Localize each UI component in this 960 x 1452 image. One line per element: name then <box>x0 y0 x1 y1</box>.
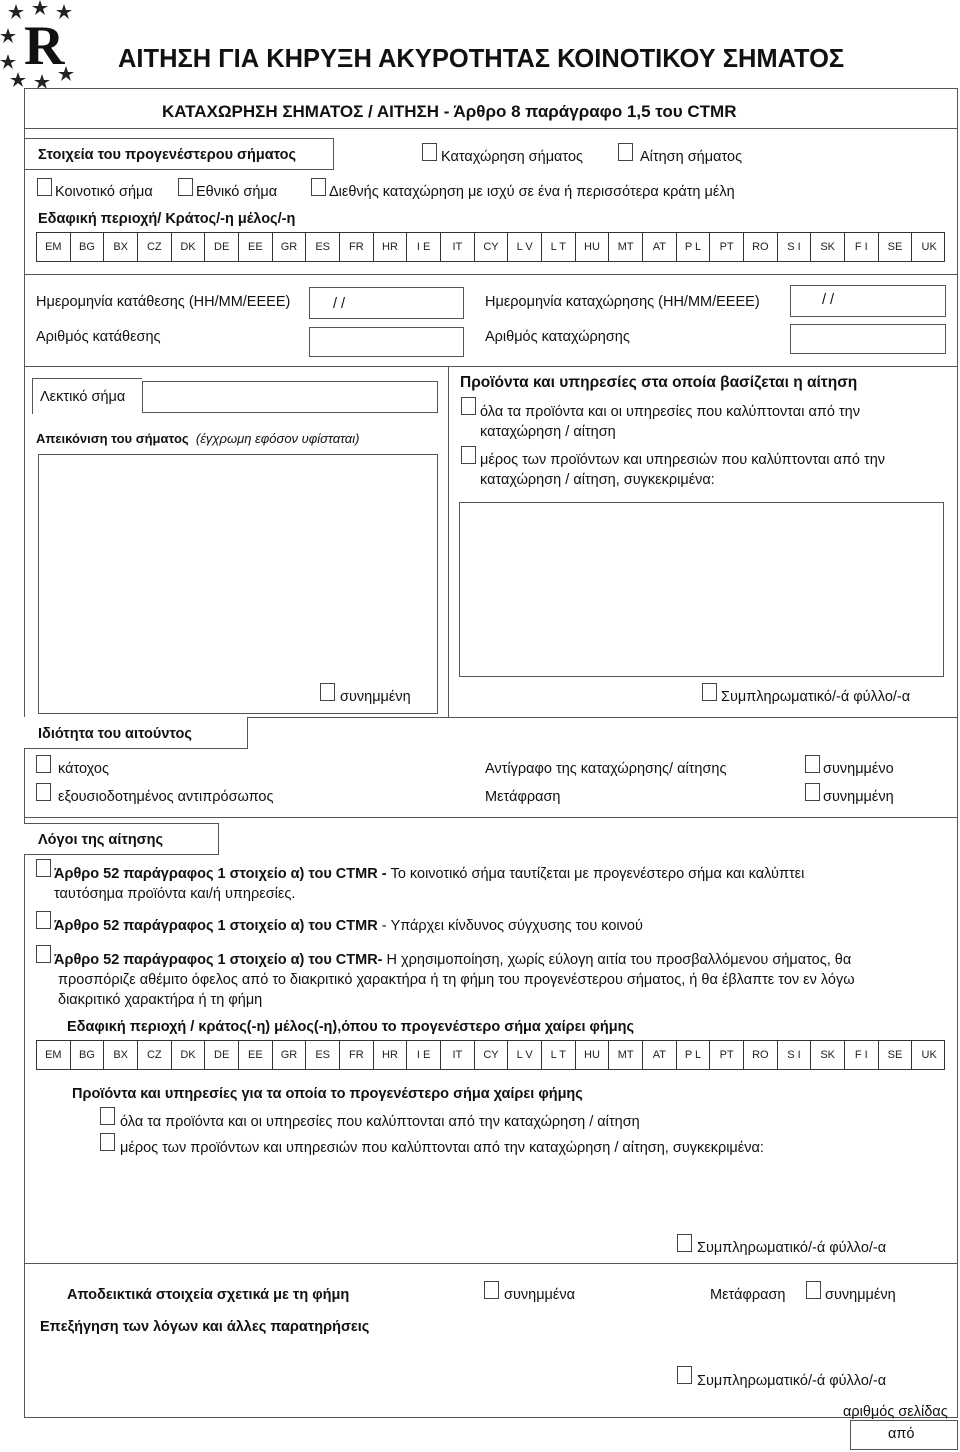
goods-heading: Προϊόντα και υπηρεσίες στα οποία βασίζεται η αίτηση <box>460 374 858 391</box>
registration-date-value: / / <box>822 292 835 308</box>
registration-number-field[interactable] <box>790 324 946 354</box>
country-row-1 <box>36 232 945 262</box>
country-cell-sk[interactable]: SK <box>811 233 845 261</box>
ground-3-label: Άρθρο 52 παράγραφος 1 στοιχείο α) του CTMR- Η χρησιμοποίηση, χωρίς εύλογη αιτία του προσβαλλόμενου σήματος, θα <box>54 952 852 968</box>
country-cell-sk[interactable]: SK <box>811 1041 845 1069</box>
country-cell-cy[interactable]: CY <box>475 1041 509 1069</box>
representation-field[interactable] <box>38 454 438 714</box>
ground-1-label-2: ταυτόσημα προϊόντα και/ή υπηρεσίες. <box>54 886 296 902</box>
filing-number-field[interactable] <box>309 327 464 357</box>
country-cell-lv[interactable]: L V <box>508 1041 542 1069</box>
country-cell-cz[interactable]: CZ <box>138 1041 172 1069</box>
reputation-goods-all-label: όλα τα προϊόντα και οι υπηρεσίες που καλύπτονται από την καταχώρηση / αίτηση <box>120 1114 640 1130</box>
licensee-label: εξουσιοδοτημένος αντιπρόσωπος <box>58 789 274 805</box>
country-cell-ie[interactable]: I E <box>407 1041 441 1069</box>
country-cell-it[interactable]: IT <box>441 1041 475 1069</box>
country-cell-es[interactable]: ES <box>306 233 340 261</box>
country-cell-hr[interactable]: HR <box>374 233 408 261</box>
country-cell-bx[interactable]: BX <box>104 1041 138 1069</box>
copy-label: Αντίγραφο της καταχώρησης/ αίτησης <box>485 761 727 777</box>
translation-attached-checkbox[interactable] <box>805 783 820 801</box>
registration-label: Καταχώρηση σήματος <box>441 149 584 165</box>
filing-date-value: / / <box>333 296 346 312</box>
goods-all-label: όλα τα προϊόντα και οι υπηρεσίες που καλύπτονται από την <box>480 404 860 420</box>
registration-number-label: Αριθμός καταχώρησης <box>485 329 630 345</box>
goods-all-label-2: καταχώρηση / αίτηση <box>480 424 616 440</box>
word-mark-field[interactable] <box>142 381 438 413</box>
copy-attached-checkbox[interactable] <box>805 755 820 773</box>
reputation-additional-checkbox[interactable] <box>677 1234 692 1252</box>
registration-checkbox[interactable] <box>422 143 437 161</box>
country-cell-mt[interactable]: MT <box>609 233 643 261</box>
filing-number-label: Αριθμός κατάθεσης <box>36 329 161 345</box>
remarks-additional-checkbox[interactable] <box>677 1366 692 1384</box>
owner-checkbox[interactable] <box>36 755 51 773</box>
copy-attached-label: συνημμένο <box>823 761 894 777</box>
application-checkbox[interactable] <box>618 143 633 161</box>
country-cell-at[interactable]: AT <box>643 233 677 261</box>
evidence-translation-attached-label: συνημμένη <box>825 1287 896 1303</box>
community-checkbox[interactable] <box>37 178 52 196</box>
goods-additional-label: Συμπληρωματικό/-ά φύλλο/-α <box>721 689 911 705</box>
country-cell-lt[interactable]: L T <box>542 233 576 261</box>
country-cell-bx[interactable]: BX <box>104 233 138 261</box>
goods-part-label-2: καταχώρηση / αίτηση, συγκεκριμένα: <box>480 472 715 488</box>
page-of-label: από <box>888 1426 915 1442</box>
translation-attached-label: συνημμένη <box>823 789 894 805</box>
ground-2-label: Άρθρο 52 παράγραφος 1 στοιχείο α) του CTMR - Υπάρχει κίνδυνος σύγχυσης του κοινού <box>54 918 643 934</box>
country-cell-gr[interactable]: GR <box>273 233 307 261</box>
country-cell-pt[interactable]: PT <box>710 1041 744 1069</box>
country-cell-bg[interactable]: BG <box>71 233 105 261</box>
country-cell-dk[interactable]: DK <box>172 1041 206 1069</box>
country-cell-ee[interactable]: EE <box>239 1041 273 1069</box>
country-cell-de[interactable]: DE <box>205 233 239 261</box>
country-cell-si[interactable]: S I <box>778 1041 812 1069</box>
licensee-checkbox[interactable] <box>36 783 51 801</box>
evidence-attached-label: συνημμένα <box>504 1287 575 1303</box>
reputation-goods-heading: Προϊόντα και υπηρεσίες για τα οποία το προγενέστερο σήμα χαίρει φήμης <box>72 1086 583 1102</box>
country-cell-pl[interactable]: P L <box>677 1041 711 1069</box>
filing-date-label: Ημερομηνία κατάθεσης (ΗΗ/ΜΜ/ΕΕΕΕ) <box>36 294 291 310</box>
international-checkbox[interactable] <box>311 178 326 196</box>
page-title: ΑΙΤΗΣΗ ΓΙΑ ΚΗΡΥΞΗ ΑΚΥΡΟΤΗΤΑΣ ΚΟΙΝΟΤΙΚΟΥ ΣΗΜΑΤΟΣ <box>118 45 845 73</box>
country-cell-em[interactable]: EM <box>37 1041 71 1069</box>
form-subtitle: ΚΑΤΑΧΩΡΗΣΗ ΣΗΜΑΤΟΣ / ΑΙΤΗΣΗ - Άρθρο 8 παράγραφο 1,5 του CTMR <box>162 102 737 121</box>
country-cell-fi[interactable]: F I <box>845 233 879 261</box>
national-label: Εθνικό σήμα <box>196 184 278 200</box>
owner-label: κάτοχος <box>58 761 109 777</box>
country-cell-em[interactable]: EM <box>37 233 71 261</box>
country-cell-bg[interactable]: BG <box>71 1041 105 1069</box>
representation-attached-label: συνημμένη <box>340 689 411 705</box>
ground-1-checkbox[interactable] <box>36 859 51 877</box>
word-mark-label: Λεκτικό σήμα <box>40 389 126 405</box>
representation-label: Απεικόνιση του σήματος (έγχρωμη εφόσον υφίσταται) <box>36 431 360 446</box>
national-checkbox[interactable] <box>178 178 193 196</box>
country-cell-hr[interactable]: HR <box>374 1041 408 1069</box>
reputation-goods-all-checkbox[interactable] <box>100 1107 115 1125</box>
logo-letter: R <box>24 15 65 77</box>
community-label: Κοινοτικό σήμα <box>55 184 153 200</box>
country-cell-si[interactable]: S I <box>778 233 812 261</box>
country-cell-ee[interactable]: EE <box>239 233 273 261</box>
applicant-heading: Ιδιότητα του αιτούντος <box>38 726 192 742</box>
registration-date-field[interactable] <box>790 285 946 317</box>
evidence-translation-label: Μετάφραση <box>710 1287 786 1303</box>
country-cell-hu[interactable]: HU <box>576 1041 610 1069</box>
evidence-attached-checkbox[interactable] <box>484 1281 499 1299</box>
country-cell-ro[interactable]: RO <box>744 233 778 261</box>
application-label: Αίτηση σήματος <box>640 149 743 165</box>
country-cell-hu[interactable]: HU <box>576 233 610 261</box>
goods-all-checkbox[interactable] <box>461 397 476 415</box>
country-cell-pl[interactable]: P L <box>677 233 711 261</box>
country-cell-uk[interactable]: UK <box>921 1049 937 1061</box>
country-row-2 <box>36 1040 945 1070</box>
country-cell-fi[interactable]: F I <box>845 1041 879 1069</box>
evidence-heading: Αποδεικτικά στοιχεία σχετικά με τη φήμη <box>67 1287 350 1303</box>
remarks-heading: Επεξήγηση των λόγων και άλλες παρατηρήσεις <box>40 1319 370 1335</box>
earlier-mark-heading: Στοιχεία του προγενέστερου σήματος <box>38 147 297 163</box>
country-cell-mt[interactable]: MT <box>609 1041 643 1069</box>
goods-part-label: μέρος των προϊόντων και υπηρεσιών που καλύπτονται από την <box>480 452 886 468</box>
country-cell-de[interactable]: DE <box>205 1041 239 1069</box>
country-cell-se[interactable]: SE <box>879 233 913 261</box>
ground-3-label-2: προσπόριζε αθέμιτο όφελος από το διακριτικό χαρακτήρα ή τη φήμη του προγενέστερου σήματος, ή θα έβλαπτε τον εν λόγω <box>58 972 855 988</box>
grounds-heading: Λόγοι της αίτησης <box>38 832 163 848</box>
country-cell-es[interactable]: ES <box>306 1041 340 1069</box>
country-cell-fr[interactable]: FR <box>340 1041 374 1069</box>
country-cell-dk[interactable]: DK <box>172 233 206 261</box>
country-cell-lt[interactable]: L T <box>542 1041 576 1069</box>
country-cell-at[interactable]: AT <box>643 1041 677 1069</box>
page-number-label: αριθμός σελίδας <box>843 1404 948 1420</box>
ground-3-checkbox[interactable] <box>36 945 51 963</box>
country-cell-fr[interactable]: FR <box>340 233 374 261</box>
registration-date-label: Ημερομηνία καταχώρησης (ΗΗ/ΜΜ/ΕΕΕΕ) <box>485 294 760 310</box>
reputation-territory-label: Εδαφική περιοχή / κράτος(-η) μέλος(-η),όπου το προγενέστερο σήμα χαίρει φήμης <box>67 1019 635 1035</box>
country-cell-lv[interactable]: L V <box>508 233 542 261</box>
country-cell-cz[interactable]: CZ <box>138 233 172 261</box>
country-cell-it[interactable]: IT <box>441 233 475 261</box>
country-cell-cy[interactable]: CY <box>475 233 509 261</box>
country-cell-ro[interactable]: RO <box>744 1041 778 1069</box>
ground-1-label: Άρθρο 52 παράγραφος 1 στοιχείο α) του CTMR - Το κοινοτικό σήμα ταυτίζεται με προγενέστερο σήμα και καλύπτει <box>54 866 805 882</box>
goods-part-checkbox[interactable] <box>461 446 476 464</box>
country-cell-ie[interactable]: I E <box>407 233 441 261</box>
country-cell-gr[interactable]: GR <box>273 1041 307 1069</box>
country-cell-se[interactable]: SE <box>879 1041 913 1069</box>
ground-2-checkbox[interactable] <box>36 911 51 929</box>
remarks-additional-label: Συμπληρωματικό/-ά φύλλο/-α <box>697 1373 887 1389</box>
reputation-goods-part-checkbox[interactable] <box>100 1133 115 1151</box>
goods-additional-checkbox[interactable] <box>702 683 717 701</box>
reputation-goods-part-label: μέρος των προϊόντων και υπηρεσιών που καλύπτονται από την καταχώρηση / αίτηση, συγκεκριμένα: <box>120 1140 764 1156</box>
international-label: Διεθνής καταχώρηση με ισχύ σε ένα ή περισσότερα κράτη μέλη <box>329 184 735 200</box>
representation-attached-checkbox[interactable] <box>320 683 335 701</box>
translation-label: Μετάφραση <box>485 789 561 805</box>
country-cell-uk[interactable]: UK <box>921 241 937 253</box>
country-cell-pt[interactable]: PT <box>710 233 744 261</box>
evidence-translation-checkbox[interactable] <box>806 1281 821 1299</box>
goods-specification-field[interactable] <box>459 502 944 677</box>
reputation-additional-label: Συμπληρωματικό/-ά φύλλο/-α <box>697 1240 887 1256</box>
ground-3-label-3: διακριτικό χαρακτήρα ή τη φήμη <box>58 992 263 1008</box>
territory-label: Εδαφική περιοχή/ Κράτος/-η μέλος/-η <box>38 211 296 227</box>
